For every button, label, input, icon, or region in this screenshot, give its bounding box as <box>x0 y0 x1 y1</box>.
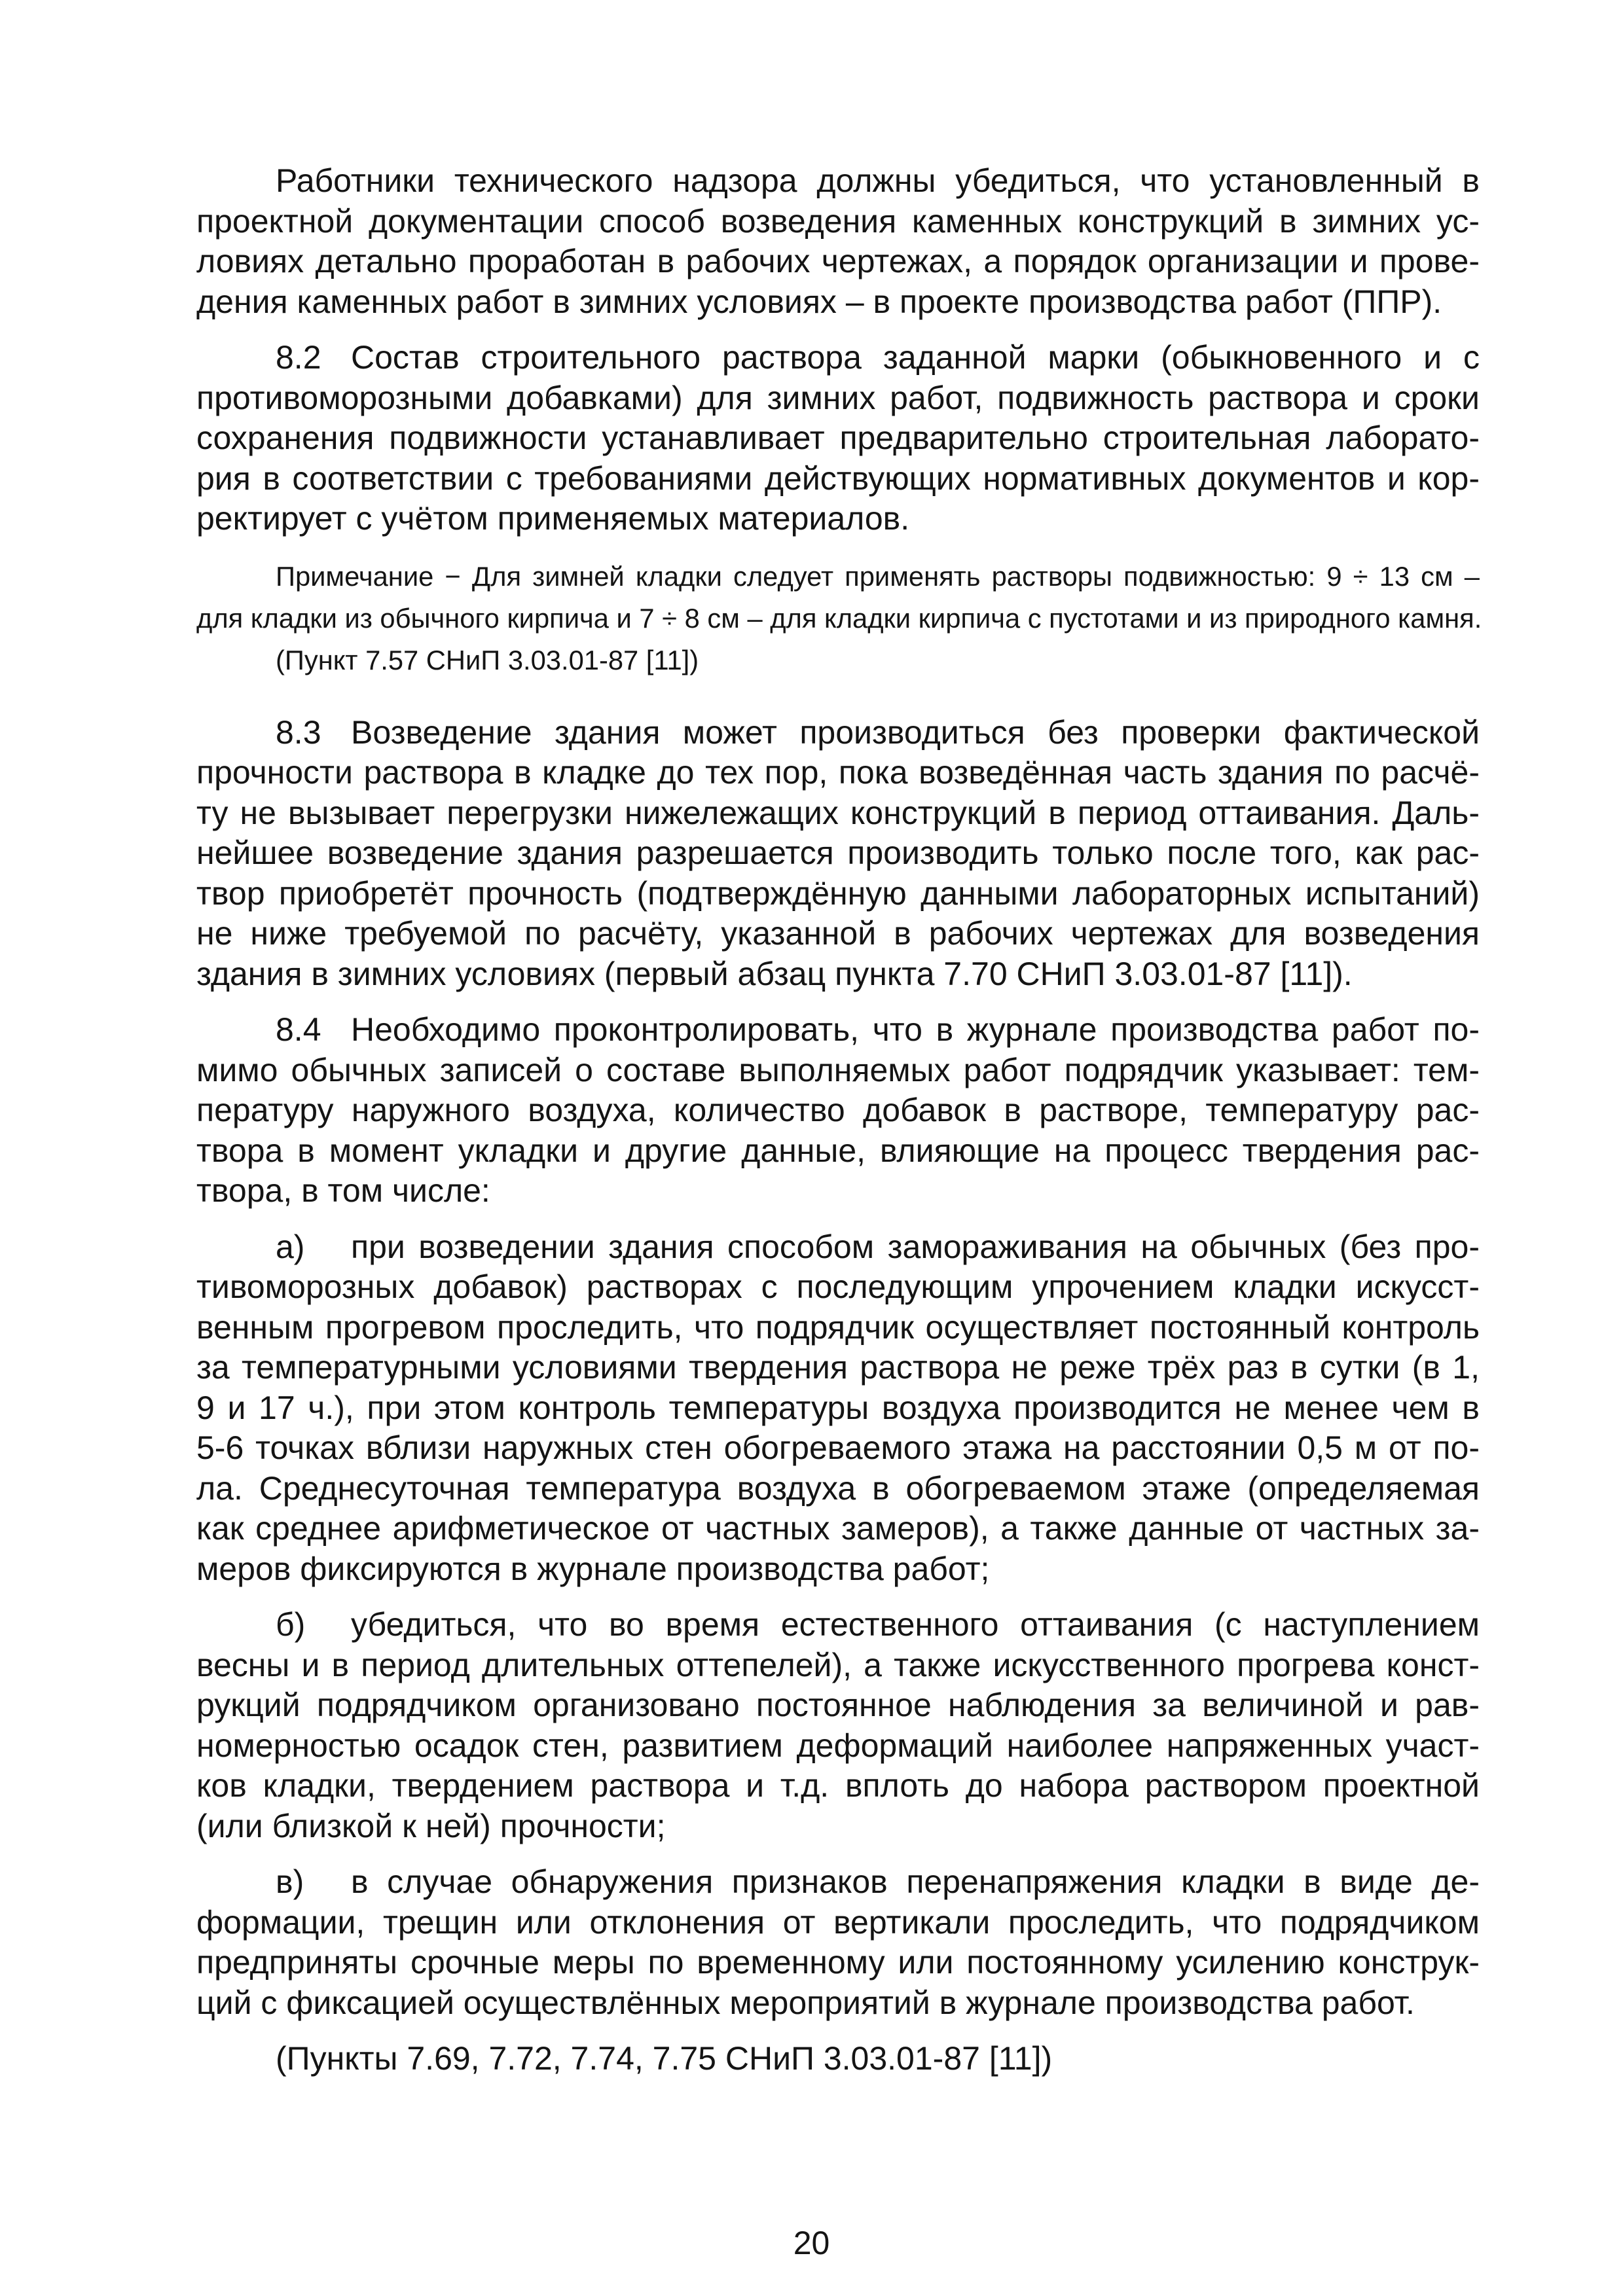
text-line: 9 и 17 ч.), при этом контроль температуры воздуха производится не менее чем в <box>196 1389 1480 1426</box>
references-final <box>196 2039 1480 2079</box>
text-line: за температурными условиями твердения раствора не реже трёх раз в сутки (в 1, <box>196 1349 1480 1386</box>
clause-8-2 <box>196 338 1480 539</box>
text-line-content: в случае обнаружения признаков перенапряжения кладки в виде де- <box>351 1863 1480 1900</box>
text-line: Работники технического надзора должны убедиться, что установленный в <box>276 162 1480 199</box>
text-line: предприняты срочные меры по временному или постоянному усилению конструк- <box>196 1944 1480 1981</box>
document-body <box>196 161 1480 2079</box>
text-line: ла. Среднесуточная температура воздуха в обогреваемом этаже (определяемая <box>196 1469 1480 1507</box>
text-line-content: Состав строительного раствора заданной марки (обыкновенного и с <box>351 339 1480 376</box>
text-line: проектной документации способ возведения каменных конструкций в зимних ус- <box>196 202 1480 240</box>
text-line: ректирует с учётом применяемых материалов. <box>196 500 910 537</box>
text-line <box>196 338 1480 378</box>
text-line: ту не вызывает перегрузки нижележащих конструкций в период оттаивания. Даль- <box>196 794 1480 831</box>
note <box>196 556 1480 681</box>
text-line-content: при возведении здания способом замораживания на обычных (без про- <box>351 1228 1480 1265</box>
text-line: тивоморозных добавок) растворах с последующим упрочением кладки искусст- <box>196 1268 1480 1305</box>
text-line <box>196 1010 1480 1050</box>
text-line-content: Необходимо проконтролировать, что в журнале производства работ по- <box>351 1011 1480 1048</box>
item-v <box>196 1862 1480 2023</box>
text-line: весны и в период длительных оттепелей), а также искусственного прогрева конст- <box>196 1646 1480 1683</box>
text-line: венным прогревом проследить, что подрядчик осуществляет постоянный контроль <box>196 1308 1480 1346</box>
note-reference: (Пункт 7.57 СНиП 3.03.01-87 [11]) <box>276 644 699 675</box>
text-line: не ниже требуемой по расчёту, указанной в рабочих чертежах для возведения <box>196 915 1480 952</box>
text-line: мимо обычных записей о составе выполняемых работ подрядчик указывает: тем- <box>196 1051 1480 1088</box>
text-line <box>196 1862 1480 1903</box>
text-line: ловиях детально проработан в рабочих чертежах, а порядок организации и прове- <box>196 243 1480 279</box>
note-line: для кладки из обычного кирпича и 7 ÷ 8 см – для кладки кирпича с пустотами и из природного камня. <box>196 602 1482 634</box>
text-line <box>196 1227 1480 1268</box>
text-line: твора, в том числе: <box>196 1172 490 1209</box>
intro-paragraph <box>196 161 1480 322</box>
text-line: твора в момент укладки и другие данные, влияющие на процесс твердения рас- <box>196 1132 1480 1169</box>
text-line: рия в соответствии с требованиями действующих нормативных документов и кор- <box>196 459 1480 497</box>
item-a <box>196 1227 1480 1590</box>
clause-8-3 <box>196 713 1480 995</box>
text-line: номерностью осадок стен, развитием деформаций наиболее напряженных участ- <box>196 1727 1480 1764</box>
text-line: прочности раствора в кладке до тех пор, пока возведённая часть здания по расчё- <box>196 754 1480 791</box>
text-line: меров фиксируются в журнале производства работ; <box>196 1550 990 1587</box>
text-line: 5-6 точках вблизи наружных стен обогреваемого этажа на расстоянии 0,5 м от по- <box>196 1429 1480 1466</box>
item-label: б) <box>276 1606 306 1643</box>
text-line: формации, трещин или отклонения от вертикали проследить, что подрядчиком <box>196 1903 1480 1941</box>
item-b <box>196 1605 1480 1846</box>
clause-number: 8.4 <box>276 1011 321 1048</box>
clause-8-4 <box>196 1010 1480 1211</box>
text-line: противоморозными добавками) для зимних работ, подвижность раствора и сроки <box>196 379 1480 416</box>
text-line: (или близкой к ней) прочности; <box>196 1807 666 1844</box>
text-line: пературу наружного воздуха, количество добавок в растворе, температуру рас- <box>196 1092 1480 1128</box>
text-line: рукций подрядчиком организовано постоянное наблюдения за величиной и рав- <box>196 1687 1480 1723</box>
text-line: сохранения подвижности устанавливает предварительно строительная лаборато- <box>196 420 1480 456</box>
text-line <box>196 713 1480 753</box>
text-line-content: убедиться, что во время естественного оттаивания (с наступлением <box>351 1606 1480 1643</box>
text-line: ков кладки, твердением раствора и т.д. вплоть до набора раствором проектной <box>196 1767 1480 1804</box>
page-number: 20 <box>793 2225 830 2261</box>
note-line: Примечание − Для зимней кладки следует применять растворы подвижностью: 9 ÷ 13 см – <box>276 560 1480 592</box>
text-line: здания в зимних условиях (первый абзац пункта 7.70 СНиП 3.03.01-87 [11]). <box>196 955 1353 992</box>
item-label: в) <box>276 1863 304 1900</box>
item-label: а) <box>276 1228 305 1265</box>
reference-line: (Пункты 7.69, 7.72, 7.74, 7.75 СНиП 3.03.01-87 [11]) <box>276 2040 1053 2077</box>
text-line: твор приобретёт прочность (подтверждённую данными лабораторных испытаний) <box>196 874 1480 912</box>
text-line: ций с фиксацией осуществлённых мероприятий в журнале производства работ. <box>196 1984 1415 2021</box>
clause-number: 8.3 <box>276 713 321 751</box>
text-line-content: Возведение здания может производиться без проверки фактической <box>351 713 1480 751</box>
text-line: как среднее арифметическое от частных замеров), а также данные от частных за- <box>196 1510 1480 1547</box>
text-line: нейшее возведение здания разрешается производить только после того, как рас- <box>196 834 1480 871</box>
text-line <box>196 1605 1480 1645</box>
text-line: дения каменных работ в зимних условиях – в проекте производства работ (ППР). <box>196 283 1442 320</box>
clause-number: 8.2 <box>276 339 321 376</box>
